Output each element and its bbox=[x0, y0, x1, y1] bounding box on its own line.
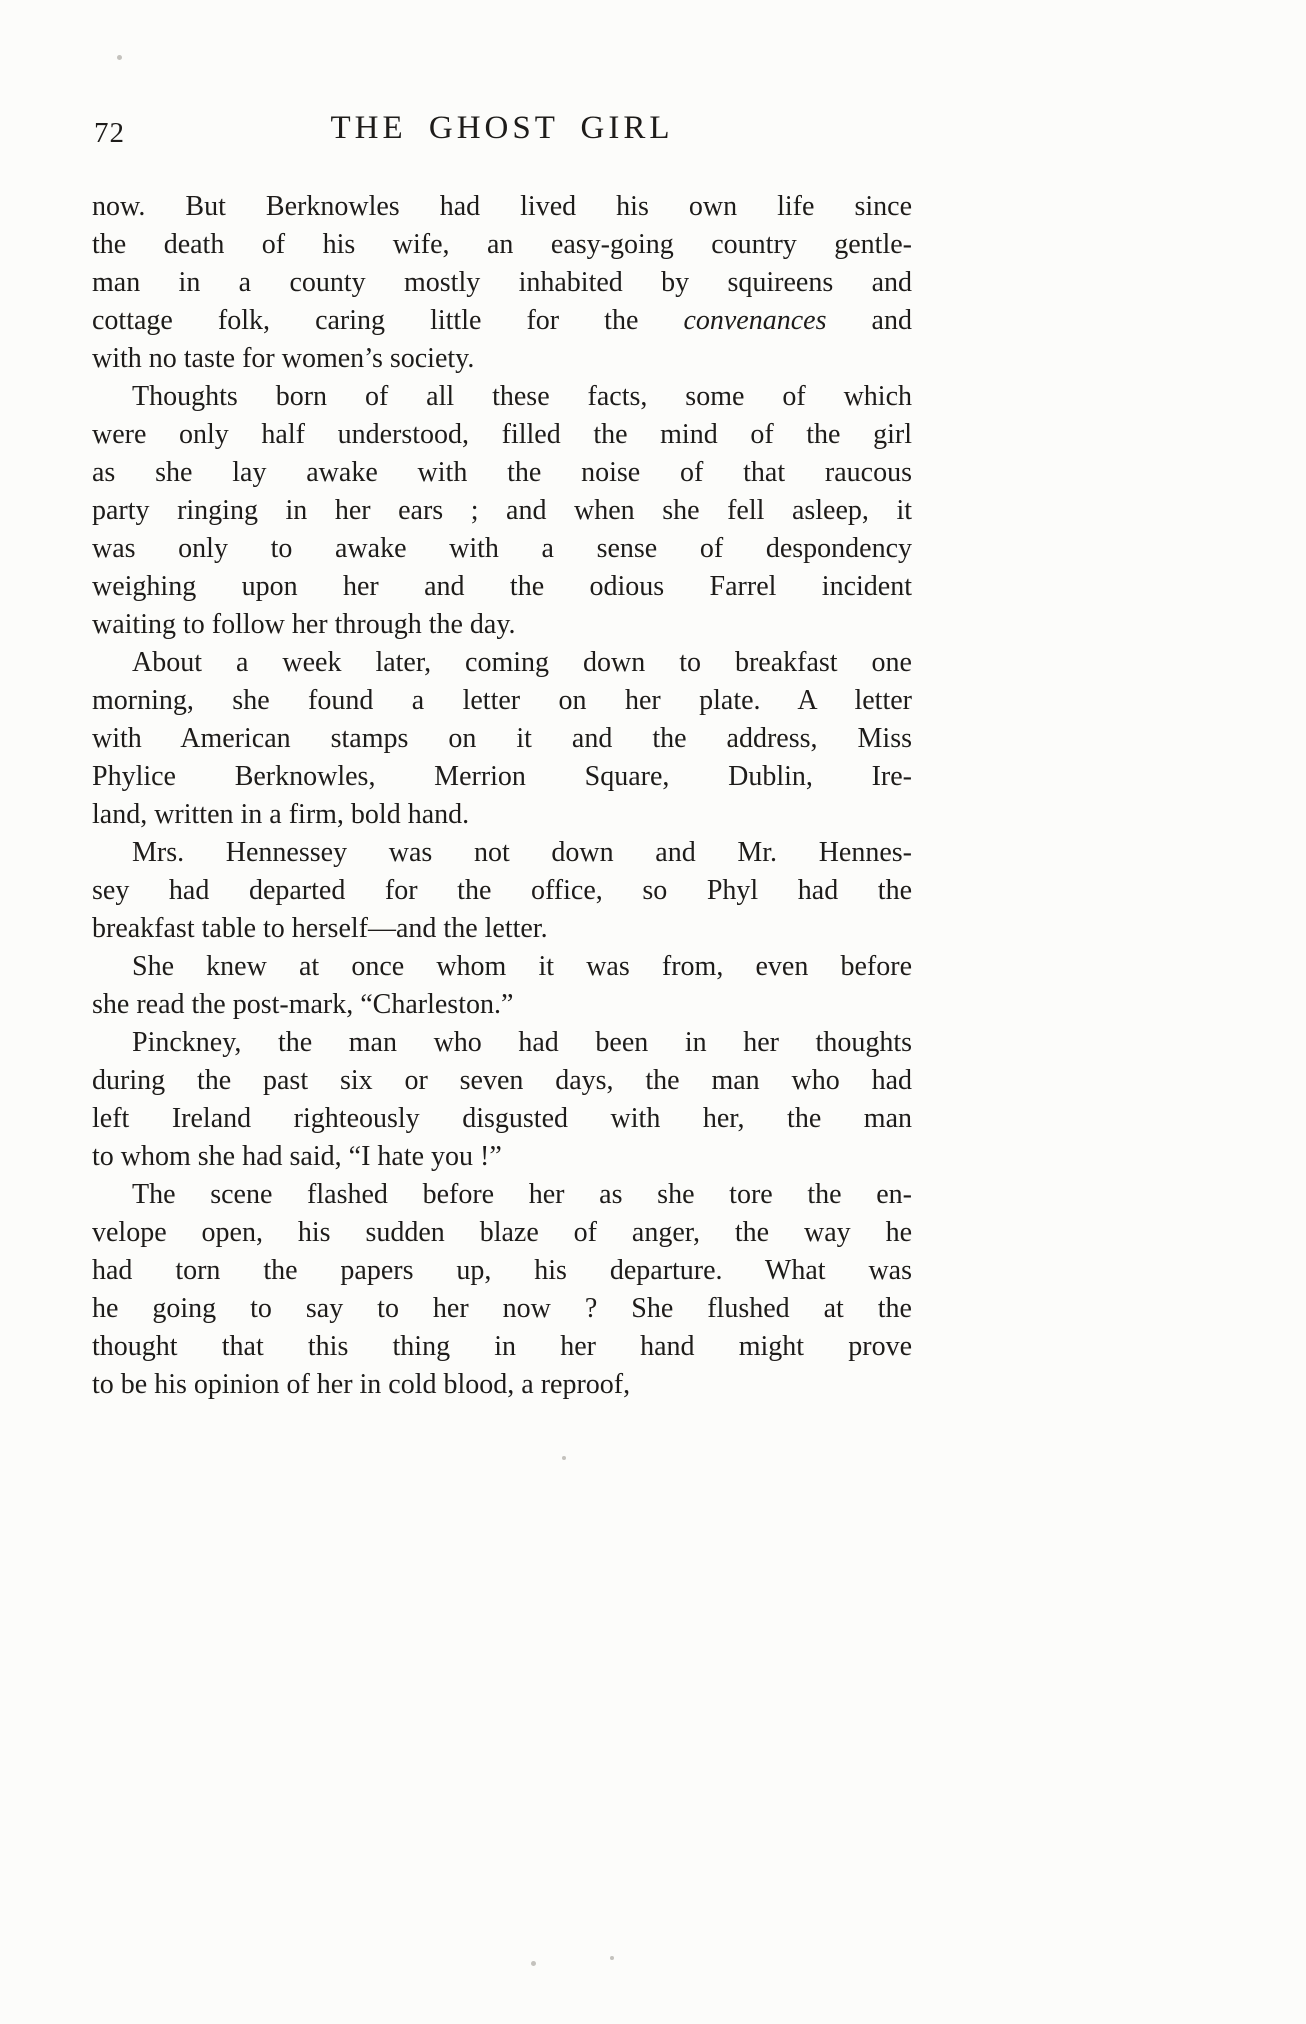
text-line: she read the post-mark, “Charleston.” bbox=[92, 989, 514, 1020]
text-line: were only half understood, filled the mind of the girl bbox=[92, 419, 912, 450]
scan-speck bbox=[531, 1961, 536, 1966]
italic-word: convenances bbox=[683, 305, 827, 336]
running-header bbox=[92, 110, 912, 154]
text-line: cottage folk, caring little for the convenances and bbox=[92, 305, 912, 336]
text-line: man in a county mostly inhabited by squireens and bbox=[92, 267, 912, 298]
paragraph bbox=[92, 834, 912, 948]
paragraph bbox=[92, 948, 912, 1024]
paragraph bbox=[92, 1024, 912, 1176]
text-line: had torn the papers up, his departure. What was bbox=[92, 1255, 912, 1286]
text-line: Pinckney, the man who had been in her thoughts bbox=[132, 1027, 912, 1058]
scan-speck bbox=[562, 1456, 566, 1460]
scan-speck bbox=[117, 55, 122, 60]
text-line: he going to say to her now ? She flushed at the bbox=[92, 1293, 912, 1324]
paragraph bbox=[92, 378, 912, 644]
text-line: as she lay awake with the noise of that raucous bbox=[92, 457, 912, 488]
text-line: now. But Berknowles had lived his own life since bbox=[92, 191, 912, 222]
text-line: the death of his wife, an easy-going country gentle- bbox=[92, 229, 912, 260]
scan-speck bbox=[610, 1956, 614, 1960]
text-line: to be his opinion of her in cold blood, a reproof, bbox=[92, 1369, 631, 1400]
text-line: weighing upon her and the odious Farrel incident bbox=[92, 571, 912, 602]
text-line: during the past six or seven days, the man who had bbox=[92, 1065, 912, 1096]
text-column bbox=[92, 110, 912, 1404]
paragraph bbox=[92, 644, 912, 834]
paragraph bbox=[92, 1176, 912, 1404]
paragraph bbox=[92, 188, 912, 378]
text-line: sey had departed for the office, so Phyl had the bbox=[92, 875, 912, 906]
text-line: thought that this thing in her hand might prove bbox=[92, 1331, 912, 1362]
text-line: left Ireland righteously disgusted with her, the man bbox=[92, 1103, 912, 1134]
text-line: She knew at once whom it was from, even before bbox=[132, 951, 912, 982]
text-line: velope open, his sudden blaze of anger, the way he bbox=[92, 1217, 912, 1248]
text-block bbox=[92, 188, 912, 1404]
text-line: Phylice Berknowles, Merrion Square, Dublin, Ire- bbox=[92, 761, 912, 792]
text-line: land, written in a firm, bold hand. bbox=[92, 799, 470, 830]
text-line: with American stamps on it and the address, Miss bbox=[92, 723, 912, 754]
text-line: Mrs. Hennessey was not down and Mr. Hennes- bbox=[132, 837, 912, 868]
text-line: was only to awake with a sense of despondency bbox=[92, 533, 912, 564]
text-line: morning, she found a letter on her plate. A letter bbox=[92, 685, 912, 716]
text-line: The scene flashed before her as she tore the en- bbox=[132, 1179, 912, 1210]
text-line: to whom she had said, “I hate you !” bbox=[92, 1141, 502, 1172]
text-line: About a week later, coming down to breakfast one bbox=[132, 647, 912, 678]
text-line: Thoughts born of all these facts, some of which bbox=[132, 381, 912, 412]
text-line: breakfast table to herself—and the letter. bbox=[92, 913, 548, 944]
page-number: 72 bbox=[94, 117, 125, 149]
running-title: THE GHOST GIRL bbox=[330, 110, 674, 146]
text-line: party ringing in her ears ; and when she fell asleep, it bbox=[92, 495, 912, 526]
text-line: waiting to follow her through the day. bbox=[92, 609, 516, 640]
text-line: with no taste for women’s society. bbox=[92, 343, 475, 374]
